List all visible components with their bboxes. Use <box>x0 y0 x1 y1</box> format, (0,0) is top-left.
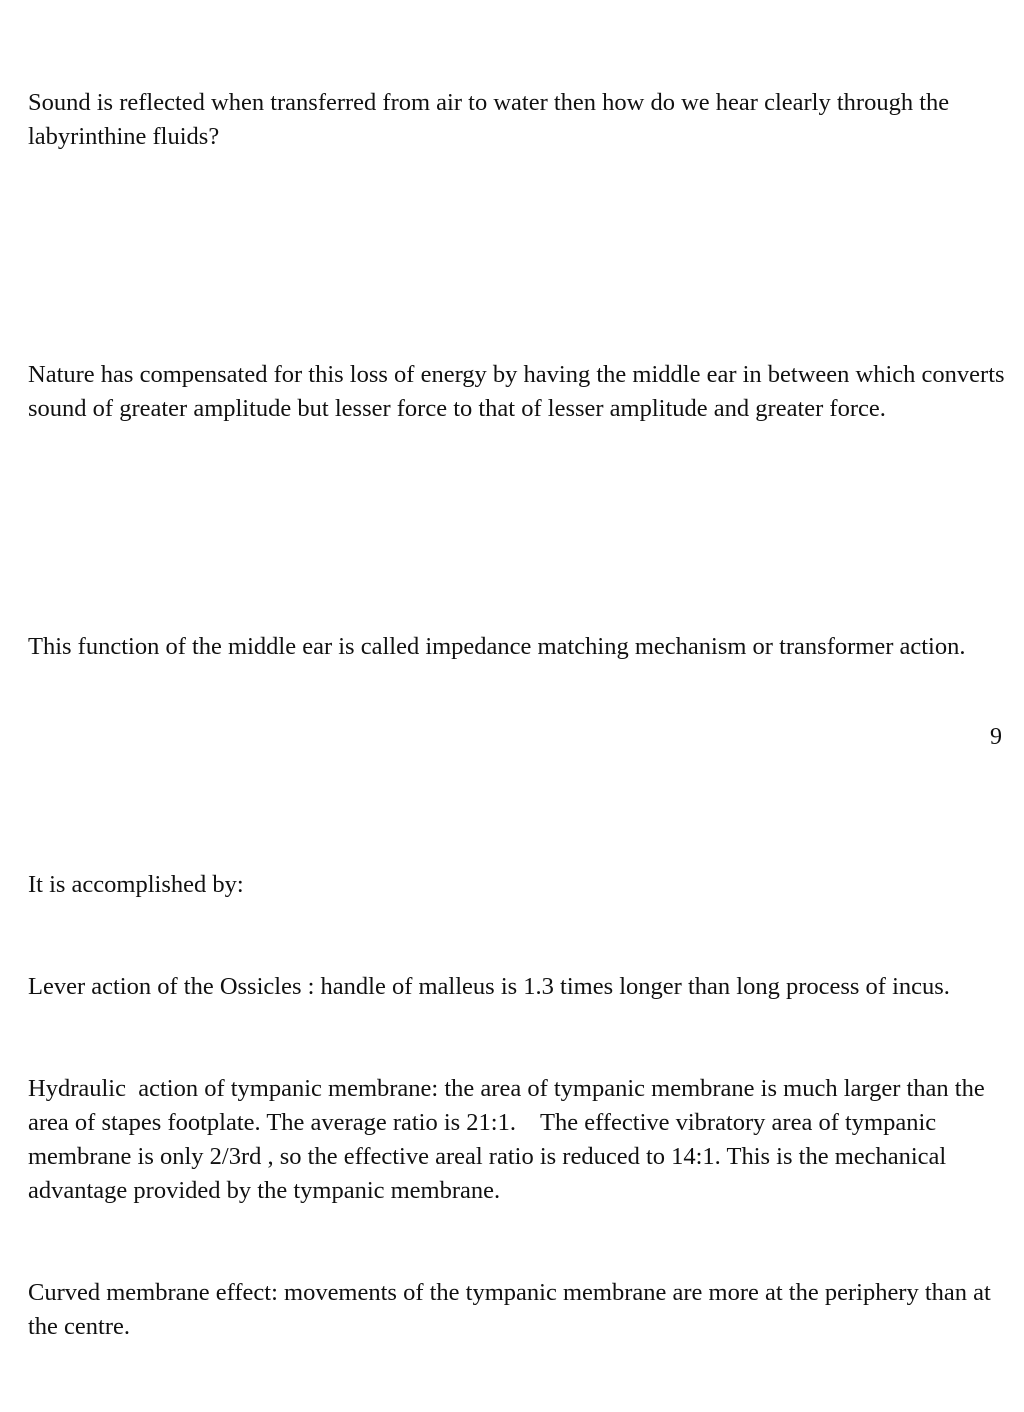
accomplished-intro: It is accomplished by: <box>28 871 244 898</box>
slide-body <box>28 18 1011 1412</box>
hydraulic-action-paragraph: Hydraulic action of tympanic membrane: the area of tympanic membrane is much larger than the area of stapes footplate. The average ratio is 21:1. The effective vibratory area of tympanic membrane is only 2/3rd , so the effective areal ratio is reduced to 14:1. This is the mechanical advantage provided by the tympanic membrane. <box>28 1075 991 1204</box>
paragraph-gap <box>28 494 1008 528</box>
slide-number: 9 <box>990 724 1002 750</box>
curved-membrane-paragraph: Curved membrane effect: movements of the tympanic membrane are more at the periphery than at the centre. <box>28 1279 997 1340</box>
question-paragraph: Sound is reflected when transferred from air to water then how do we hear clearly through the labyrinthine fluids? <box>28 89 956 150</box>
paragraph-gap <box>28 732 1008 766</box>
paragraph-gap <box>28 222 1008 256</box>
answer-paragraph: Nature has compensated for this loss of energy by having the middle ear in between which converts sound of greater amplitude but lesser force to that of lesser amplitude and greater force. <box>28 361 1011 422</box>
function-paragraph: This function of the middle ear is called impedance matching mechanism or transformer action. <box>28 633 966 660</box>
lever-action-paragraph: Lever action of the Ossicles : handle of malleus is 1.3 times longer than long process of incus. <box>28 973 950 1000</box>
